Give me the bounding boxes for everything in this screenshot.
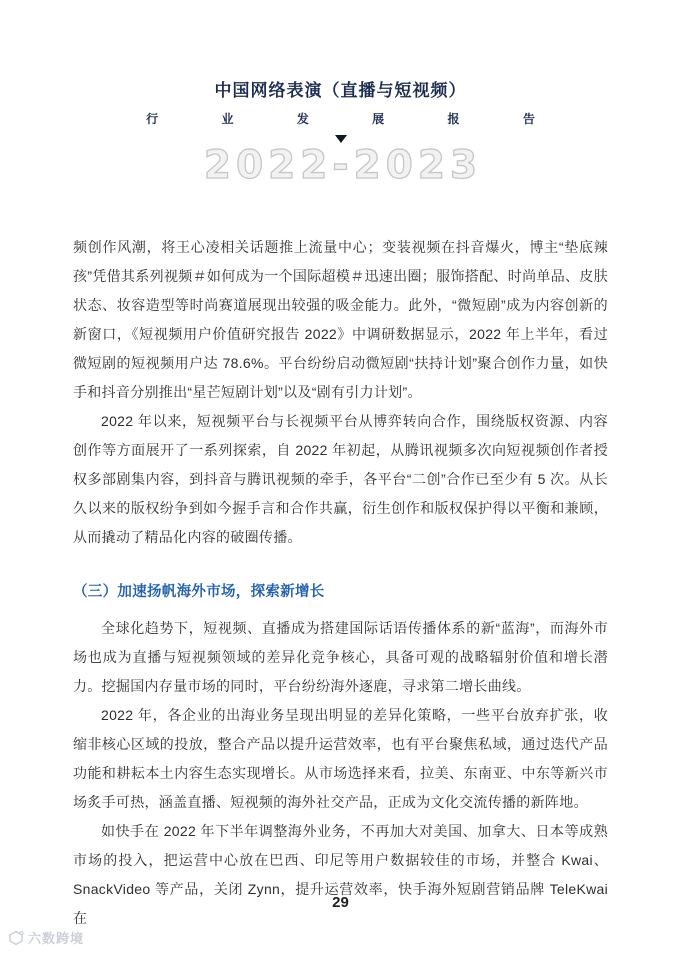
paragraph: 2022 年，各企业的出海业务呈现出明显的差异化策略，一些平台放弃扩张，收缩非核心区域的投放，整合产品以提升运营效率，也有平台聚焦私域，通过迭代产品功能和耕耘本土内容生态实现增长。从市场选择来看，拉美、东南亚、中东等新兴市场炙手可热，涵盖直播、短视频的海外社交产品，正成为文化交流传播的新阵地。 xyxy=(73,707,608,810)
paragraph: 如快手在 2022 年下半年调整海外业务，不再加大对美国、加拿大、日本等成熟市场的投入，把运营中心放在巴西、印尼等用户数据较佳的市场，并整合 Kwai、SnackVideo 等产品，关闭 Zynn，提升运营效率，快手海外短剧营销品牌 TeleKwai 在 xyxy=(73,823,608,926)
report-subtitle-text: 行 业 发 展 报 告 xyxy=(146,112,565,126)
paragraph: 2022 年以来，短视频平台与长视频平台从博弈转向合作，围绕版权资源、内容创作等方面展开了一系列探索，自 2022 年初起，从腾讯视频多次向短视频创作者授权多部剧集内容，到抖音与腾讯视频的牵手，各平台“二创”合作已至少有 5 次。从长久以来的版权纷争到如今握手言和合作共赢，衍生创作和版权保护得以平衡和兼顾，从而撬动了精品化内容的破圈传播。 xyxy=(73,413,608,545)
paragraph: 频创作风潮，将王心凌相关话题推上流量中心；变装视频在抖音爆火，博主“垫底辣孩”凭借其系列视频＃如何成为一个国际超模＃迅速出圈；服饰搭配、时尚单品、皮肤状态、妆容造型等时尚赛道展现出较强的吸金能力。此外，“微短剧”成为内容创新的新窗口，《短视频用户价值研究报告 2022》中调研数据显示，2022 年上半年，看过微短剧的短视频用户达 78.6%。平台纷纷启动微短剧“扶持计划”聚合创作力量，如快手和抖音分别推出“星芒短剧计划”以及“剧有引力计划”。 xyxy=(73,239,608,400)
report-years xyxy=(0,143,681,188)
watermark-brand-icon xyxy=(8,930,24,946)
report-header xyxy=(0,0,681,188)
triangle-down-icon xyxy=(335,135,347,143)
paragraph: 全球化趋势下，短视频、直播成为搭建国际话语传播体系的新“蓝海”，而海外市场也成为直播与短视频领域的差异化竞争核心，具备可观的战略辐射价值和增长潜力。挖掘国内存量市场的同时，平台纷纷海外逐鹿，寻求第二增长曲线。 xyxy=(73,620,608,694)
report-years-text: 2022-2023 xyxy=(203,143,483,188)
watermark-logo xyxy=(8,928,84,947)
report-title: 中国网络表演（直播与短视频） xyxy=(214,81,467,100)
page-number: 29 xyxy=(332,894,349,911)
report-subtitle xyxy=(0,110,681,128)
watermark-text: 六数跨境 xyxy=(28,931,85,946)
report-body xyxy=(0,233,681,933)
section-heading: （三）加速扬帆海外市场，探索新增长 xyxy=(73,584,325,600)
